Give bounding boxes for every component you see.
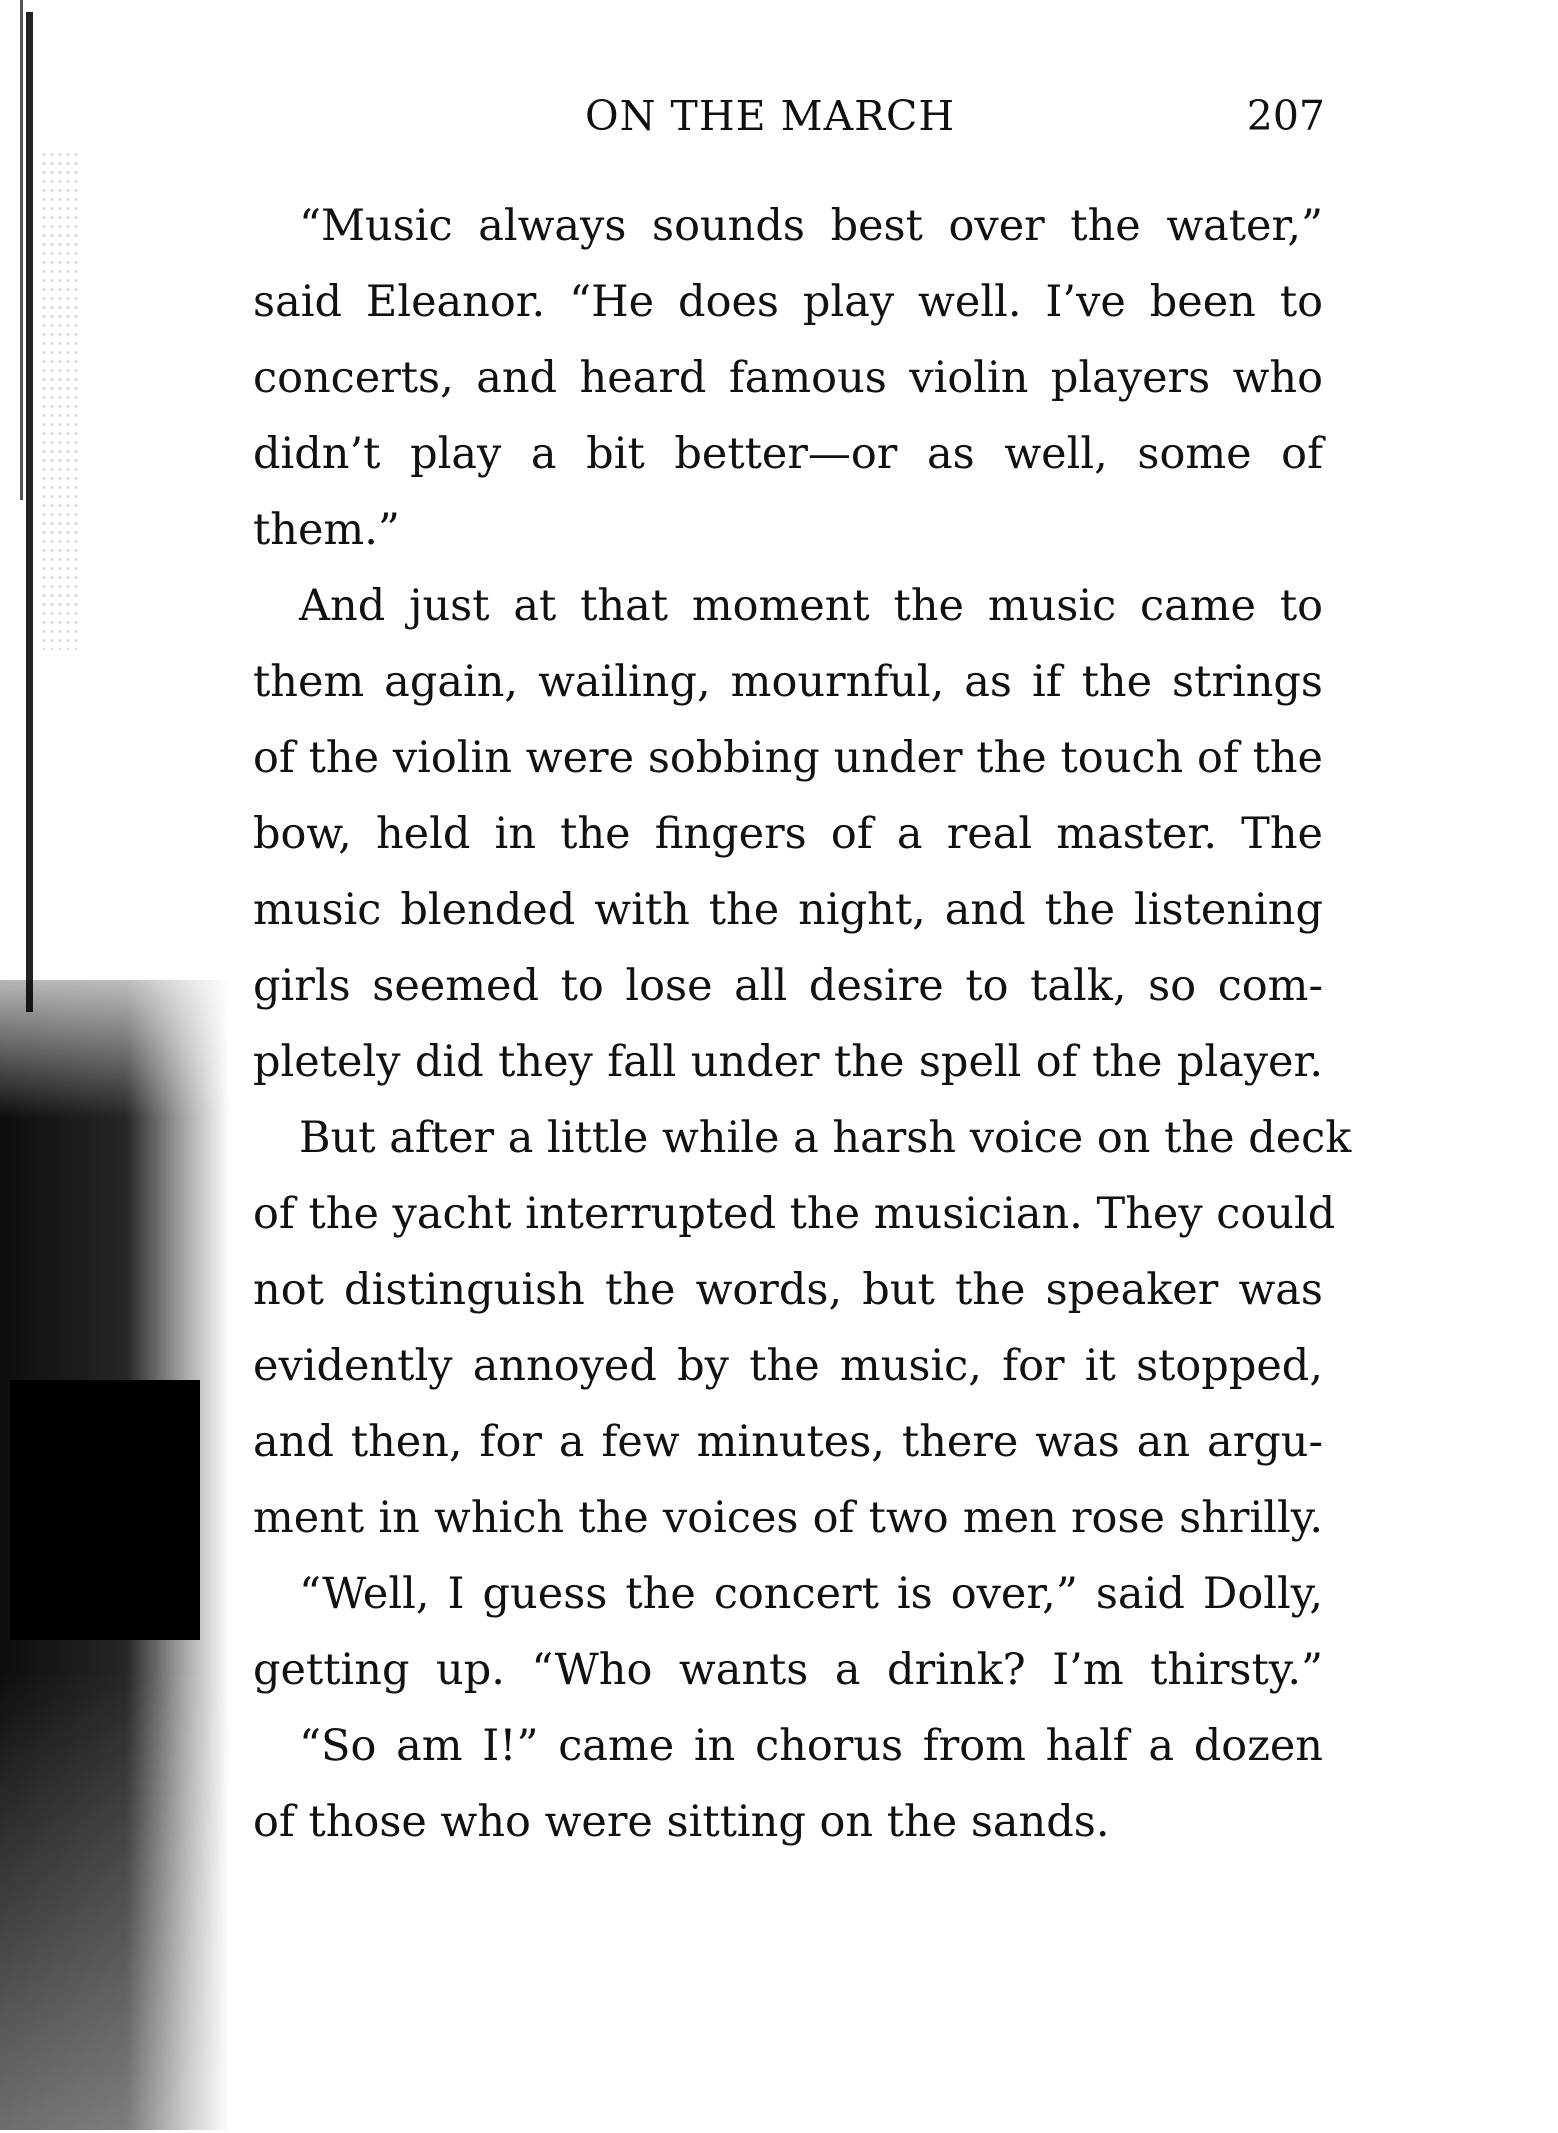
text-line: them.” bbox=[253, 505, 400, 555]
text-line: didn’t play a bit better—or as well, some of bbox=[253, 429, 1323, 479]
text-line: “Music always sounds best over the water,” bbox=[299, 201, 1323, 251]
text-line: concerts, and heard famous violin players who bbox=[253, 353, 1323, 403]
text-line: girls seemed to lose all desire to talk, so com- bbox=[253, 961, 1323, 1011]
scan-gutter-dark-block bbox=[10, 1380, 200, 1640]
text-line: them again, wailing, mournful, as if the strings bbox=[253, 657, 1323, 707]
text-line: evidently annoyed by the music, for it stopped, bbox=[253, 1341, 1323, 1391]
text-line: “So am I!” came in chorus from half a dozen bbox=[299, 1721, 1323, 1771]
text-line: music blended with the night, and the listening bbox=[253, 885, 1323, 935]
text-line: of the violin were sobbing under the touch of the bbox=[253, 733, 1323, 783]
text-line: getting up. “Who wants a drink? I’m thirsty.” bbox=[253, 1645, 1323, 1695]
text-line: And just at that moment the music came to bbox=[299, 581, 1323, 631]
scan-binding-line bbox=[26, 12, 33, 1012]
scan-edge-line bbox=[20, 0, 23, 500]
page-number: 207 bbox=[1246, 92, 1325, 140]
body-text bbox=[253, 188, 1352, 1860]
page-header bbox=[585, 92, 1345, 152]
text-line: of the yacht interrupted the musician. They could bbox=[253, 1189, 1336, 1239]
text-line: said Eleanor. “He does play well. I’ve been to bbox=[253, 277, 1323, 327]
scan-speckle bbox=[40, 150, 80, 650]
text-line: not distinguish the words, but the speaker was bbox=[253, 1265, 1323, 1315]
text-line: and then, for a few minutes, there was an argu- bbox=[253, 1417, 1323, 1467]
text-line: bow, held in the fingers of a real master. The bbox=[253, 809, 1323, 859]
text-line: of those who were sitting on the sands. bbox=[253, 1797, 1110, 1847]
text-line: ment in which the voices of two men rose shrilly. bbox=[253, 1493, 1323, 1543]
text-line: “Well, I guess the concert is over,” said Dolly, bbox=[299, 1569, 1323, 1619]
running-title: ON THE MARCH bbox=[585, 92, 956, 140]
text-line: But after a little while a harsh voice on the deck bbox=[299, 1113, 1352, 1163]
text-line: pletely did they fall under the spell of the player. bbox=[253, 1037, 1323, 1087]
